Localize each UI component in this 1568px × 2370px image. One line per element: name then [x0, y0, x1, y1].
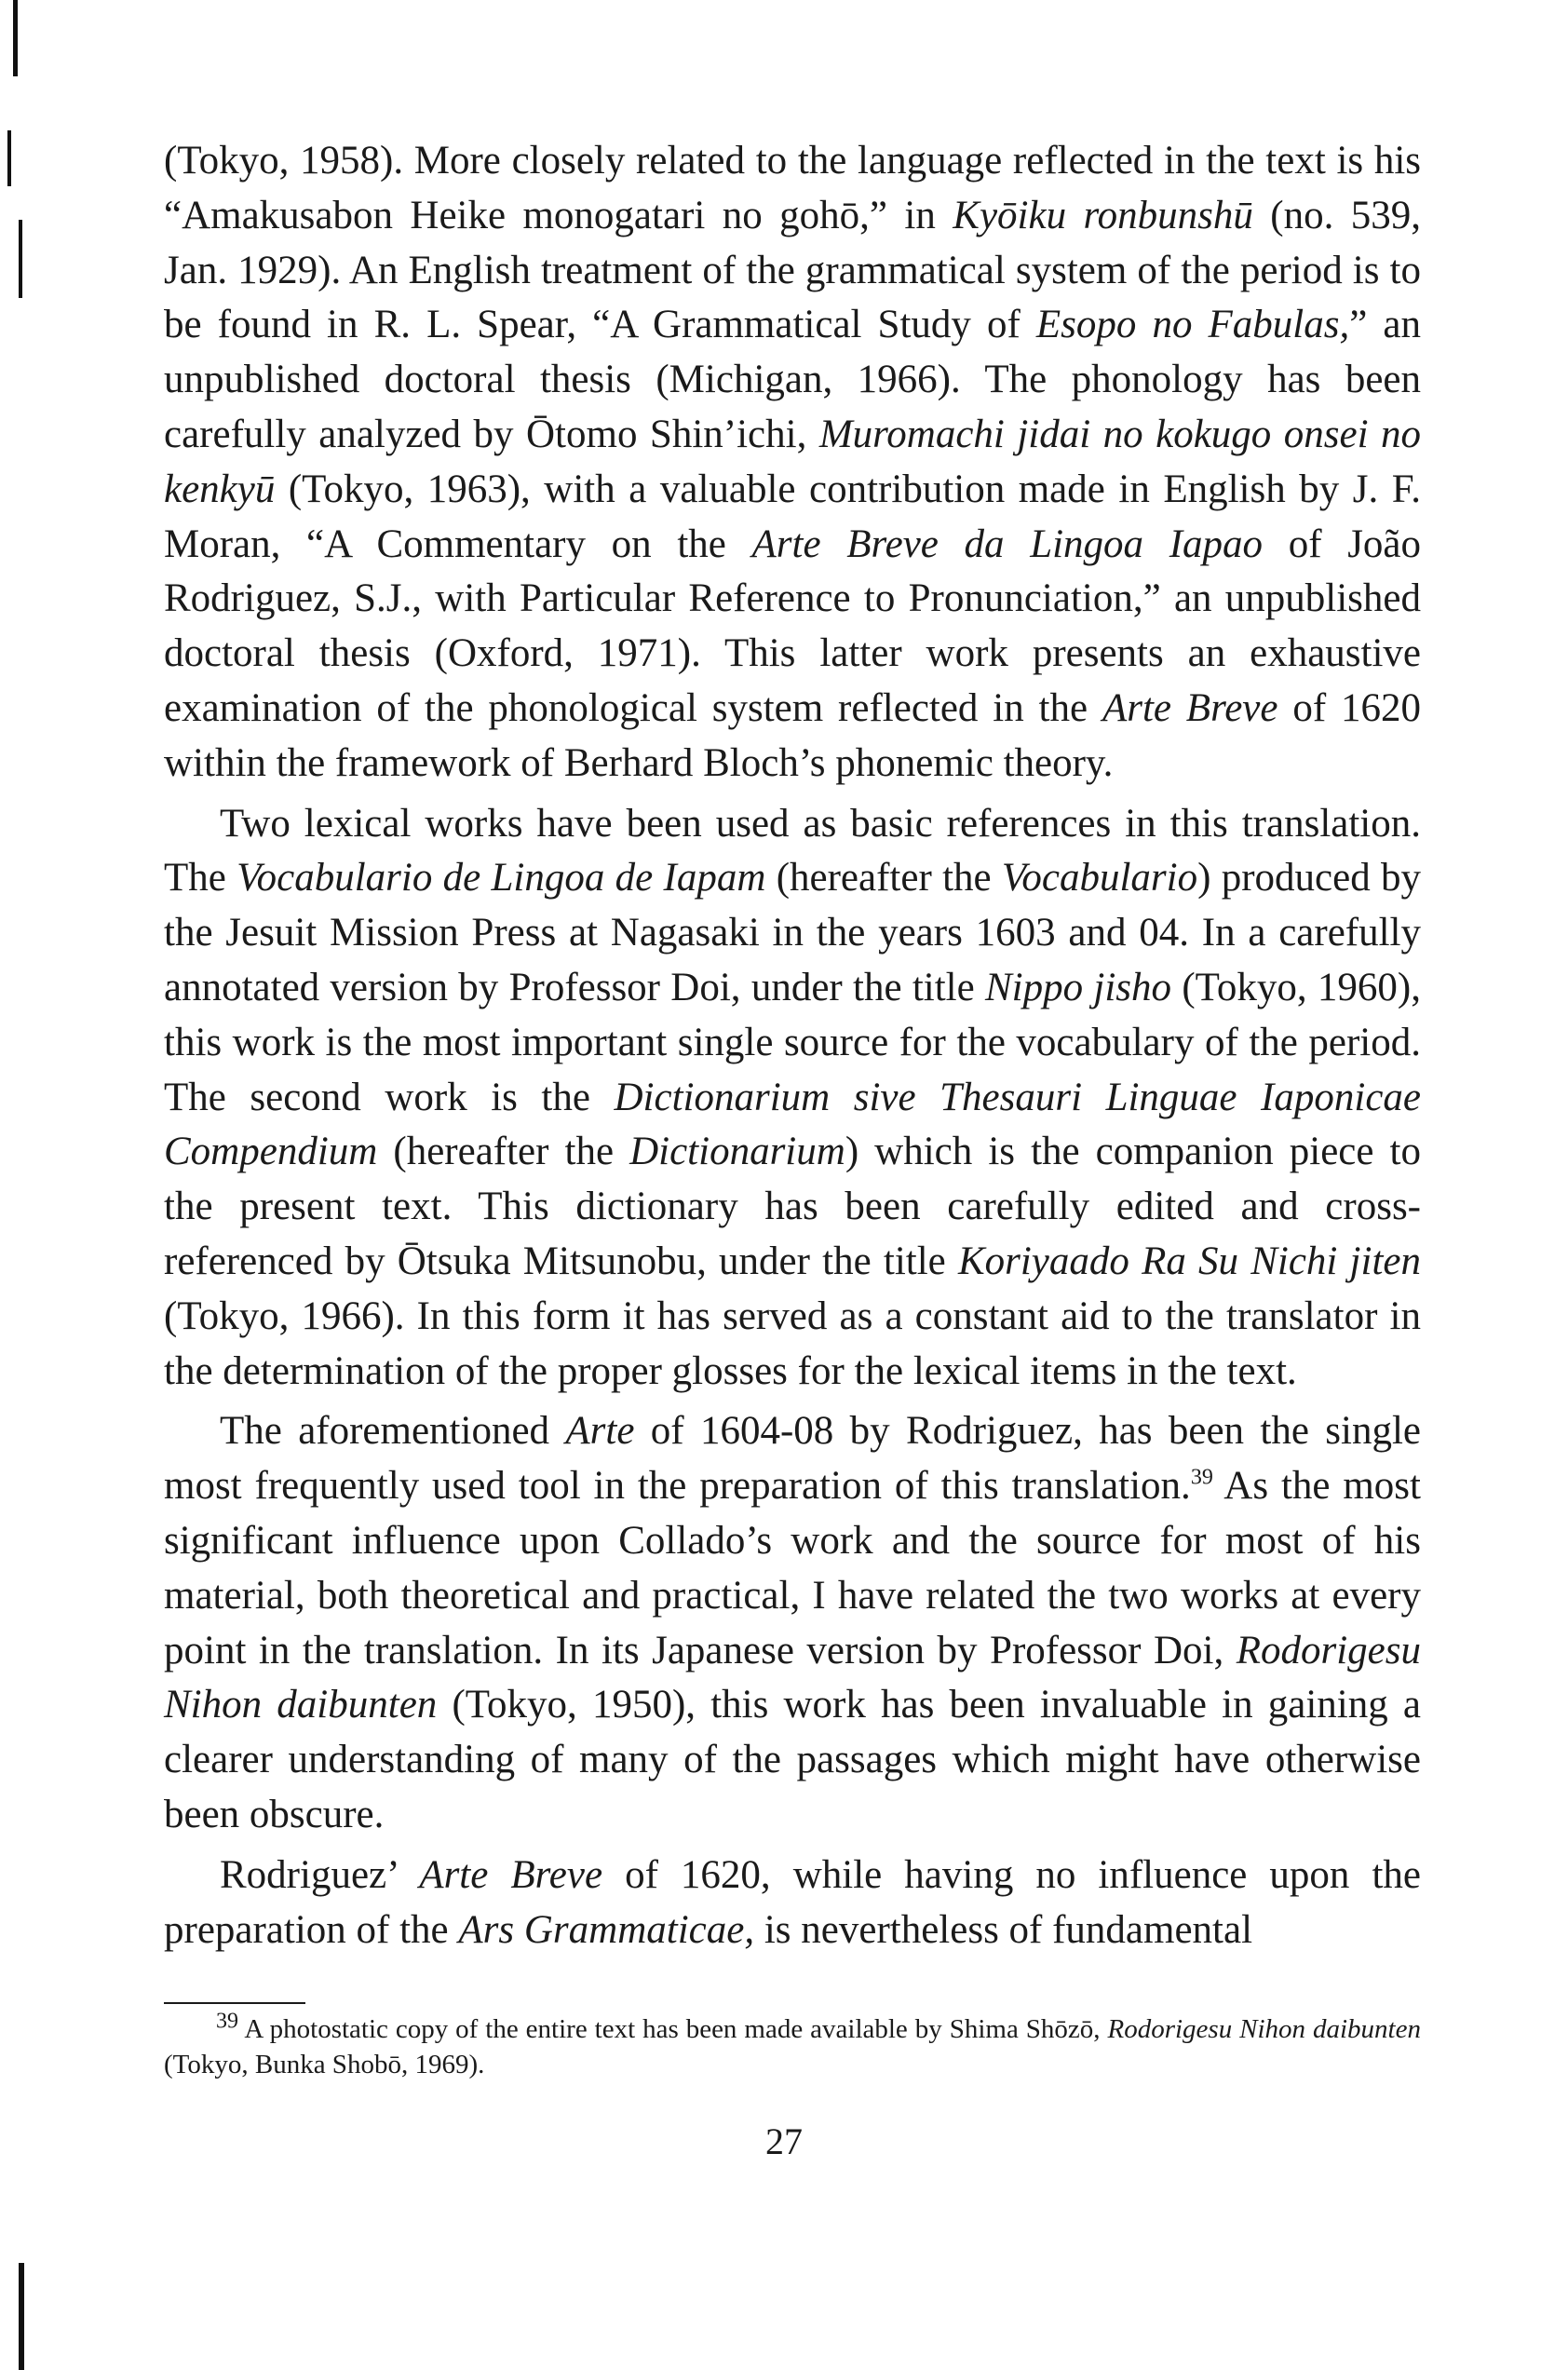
text-run: Rodriguez’	[220, 1852, 420, 1897]
scan-edge-mark	[19, 220, 22, 298]
italic-title: Koriyaado Ra Su Nichi jiten	[957, 1239, 1421, 1283]
text-run: (Tokyo, 1963), with a valuable contribution made in English by J. F. Moran, “A Commentary on the	[164, 467, 1421, 566]
italic-title: Esopo no Fabulas,	[1035, 303, 1350, 347]
footnote-ref: 39	[1190, 1465, 1213, 1490]
text-run: A photostatic copy of the entire text has been made available by Shima Shōzō,	[238, 2014, 1108, 2044]
footnote-ref: 39	[216, 2009, 238, 2034]
text-run: of 1604-08 by Rodriguez, has been the single most frequently used tool in the preparation of this translation.	[164, 1409, 1421, 1509]
text-run: As the most significant influence upon Collado’s work and the source for most of his material, both theoretical and practical, I have related the two works at every point in the translation. In its Japanese version by Professor Doi,	[164, 1464, 1421, 1673]
paragraph	[164, 797, 1421, 1400]
text-run: The aforementioned	[220, 1409, 566, 1454]
italic-title: Vocabulario de Lingoa de Iapam	[237, 856, 766, 901]
italic-title: Arte	[565, 1409, 635, 1454]
italic-title: Rodorigesu Nihon daibunten	[164, 1628, 1421, 1727]
text-run: (no. 539, Jan. 1929). An English treatment of the grammatical system of the period is to be found in R. L. Spear, “A Grammatical Study of	[164, 193, 1422, 347]
scan-edge-mark	[7, 130, 11, 186]
italic-title: Nippo jisho	[984, 965, 1172, 1009]
italic-title: Kyōiku ronbunshū	[953, 193, 1253, 237]
text-run: is nevertheless of fundamental	[754, 1907, 1253, 1952]
text-run: (Tokyo, 1966). In this form it has served as a constant aid to the translator in the determination of the proper glosses for the lexical items in the text.	[164, 1293, 1421, 1393]
text-run: (Tokyo, 1958). More closely related to the language reflected in the text is his “Amakusabon Heike monogatari no gohō,” in	[164, 139, 1421, 237]
paragraph	[164, 134, 1421, 792]
text-run: (Tokyo, 1950), this work has been invaluable in gaining a clearer understanding of many of the passages which might have otherwise been obscure.	[164, 1683, 1421, 1836]
italic-title: Arte Breve	[1102, 685, 1278, 730]
scan-edge-mark	[19, 2263, 24, 2370]
text-run: Two lexical works have been used as basic references in this translation. The	[164, 801, 1421, 901]
text-run: of 1620, while having no influence upon the preparation of the	[164, 1852, 1421, 1952]
text-run: (hereafter the	[377, 1130, 630, 1174]
text-run: (Tokyo, Bunka Shobō, 1969).	[164, 2050, 485, 2079]
text-run: (hereafter the	[765, 856, 1002, 901]
paragraph	[164, 1849, 1421, 1958]
italic-title: Arte Breve da Lingoa Iapao	[751, 521, 1264, 566]
text-run: ) produced by the Jesuit Mission Press at Nagasaki in the years 1603 and 04. In a carefully annotated version by Professor Doi, under the title	[164, 856, 1421, 1009]
italic-title: Ars Grammaticae,	[458, 1907, 755, 1952]
text-run: ) which is the companion piece to the present text. This dictionary has been carefully edited and cross-referenced by Ōtsuka Mitsunobu, under the title	[164, 1130, 1421, 1283]
italic-title: Rodorigesu Nihon daibunten	[1107, 2014, 1421, 2044]
page-number: 27	[765, 2120, 803, 2162]
text-run: of João Rodriguez, S.J., with Particular Reference to Pronunciation,” an unpublished doctoral thesis (Oxford, 1971). This latter work presents an exhaustive examination of the phonological system reflected in the	[164, 521, 1422, 730]
paragraph	[164, 1404, 1421, 1842]
italic-title: Vocabulario	[1001, 856, 1198, 901]
italic-title: Muromachi jidai no kokugo onsei no kenkyū	[164, 412, 1421, 511]
footnote	[164, 2011, 1421, 2082]
italic-title: Arte Breve	[419, 1852, 603, 1897]
italic-title: Dictionarium sive Thesauri Linguae Iaponicae Compendium	[164, 1075, 1421, 1174]
scan-edge-mark	[13, 0, 18, 76]
text-run: (Tokyo, 1960), this work is the most important single source for the vocabulary of the period. The second work is the	[164, 965, 1421, 1119]
text-run: of 1620 within the framework of Berhard Bloch’s phonemic theory.	[164, 685, 1421, 785]
text-run: ” an unpublished doctoral thesis (Michigan, 1966). The phonology has been carefully analyzed by Ōtomo Shin’ichi,	[164, 303, 1421, 456]
footnote-rule	[164, 2002, 305, 2004]
body-text	[164, 134, 1421, 1957]
italic-title: Dictionarium	[629, 1130, 845, 1174]
